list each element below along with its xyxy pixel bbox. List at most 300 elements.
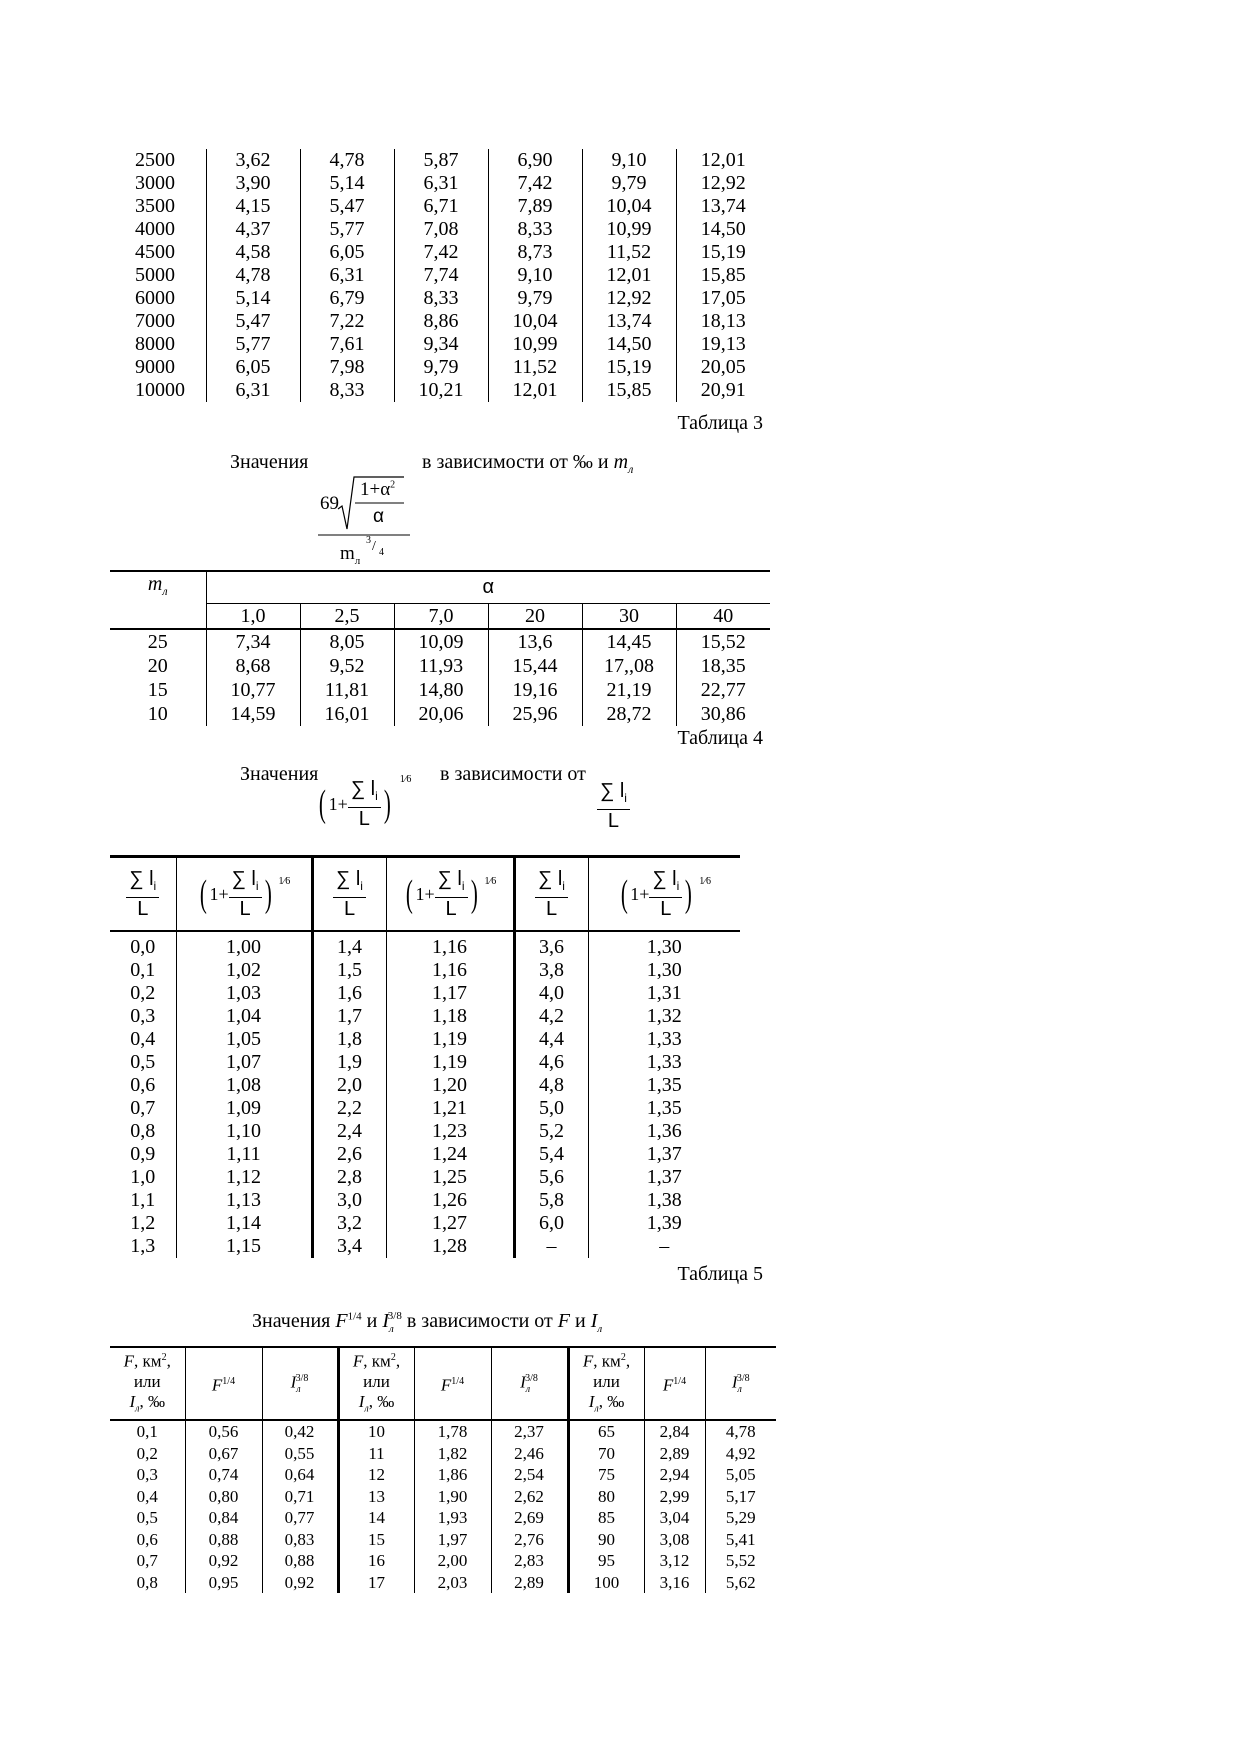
table-cell: 10,77 bbox=[206, 678, 300, 702]
table3-title-suffix bbox=[422, 451, 633, 477]
table-cell: 12,92 bbox=[676, 172, 770, 195]
sum-numerator bbox=[126, 868, 159, 898]
h-I: I bbox=[129, 1391, 136, 1411]
table-cell: 70 bbox=[568, 1443, 644, 1465]
title-sum-frac bbox=[348, 778, 381, 830]
table-cell: 9,79 bbox=[394, 356, 488, 379]
table5-header-row bbox=[110, 1347, 776, 1420]
table-cell: 0,9 bbox=[130, 1143, 156, 1165]
table-cell: 100 bbox=[568, 1572, 644, 1594]
sum-sub: i bbox=[461, 879, 465, 893]
t5-title-I-sup: 3/8 bbox=[387, 1310, 402, 1323]
h-I: I bbox=[358, 1391, 365, 1411]
table-cell: 4,92 bbox=[705, 1443, 776, 1465]
table-cell: 22,77 bbox=[676, 678, 770, 702]
exp-den: 6 bbox=[705, 876, 711, 887]
sum-numerator bbox=[649, 868, 682, 898]
table-cell: 11 bbox=[338, 1443, 414, 1465]
table-cell: 1,02 bbox=[176, 959, 312, 982]
exponent bbox=[485, 870, 497, 893]
table-row bbox=[110, 1464, 776, 1486]
table-cell: 1,16 bbox=[386, 959, 514, 982]
sum-sub: i bbox=[360, 879, 363, 893]
table-cell: 6,79 bbox=[300, 287, 394, 310]
table-row bbox=[110, 1028, 740, 1051]
header-power-expr bbox=[386, 857, 514, 932]
formula-bottom-exp-num: 3 bbox=[366, 535, 371, 546]
table4-title-suffix: в зависимости от bbox=[440, 763, 586, 785]
table3-label: Таблица 3 bbox=[677, 412, 763, 434]
table-cell: 16 bbox=[338, 1550, 414, 1572]
header-line bbox=[570, 1348, 644, 1372]
table-cell: 17,,08 bbox=[582, 654, 676, 678]
table-cell: 2,99 bbox=[644, 1486, 705, 1508]
table-cell: 11,52 bbox=[488, 356, 582, 379]
table-cell: 0,74 bbox=[185, 1464, 262, 1486]
exp-num: 1 bbox=[278, 876, 284, 887]
header-line bbox=[340, 1348, 414, 1372]
table-cell: 2,54 bbox=[491, 1464, 568, 1486]
table-cell: 1,3 bbox=[130, 1235, 156, 1257]
right-paren: ) bbox=[685, 873, 693, 915]
h-I-sub: л bbox=[594, 1403, 599, 1415]
table-cell: 9,79 bbox=[582, 172, 676, 195]
table-cell: 1,37 bbox=[588, 1166, 740, 1189]
table-cell: 0,83 bbox=[262, 1529, 338, 1551]
sum-denominator: L bbox=[239, 898, 251, 920]
left-paren: ( bbox=[199, 873, 207, 915]
table-cell: 5,4 bbox=[514, 1143, 588, 1166]
power-expression bbox=[197, 868, 290, 920]
header-f14 bbox=[185, 1347, 262, 1420]
exp-num: 1 bbox=[699, 876, 705, 887]
t5-title-and2: и bbox=[569, 1310, 591, 1332]
table-cell: 0,67 bbox=[185, 1443, 262, 1465]
h-I38: I bbox=[731, 1372, 738, 1392]
table-cell: 1,00 bbox=[176, 931, 312, 959]
table-cell: 5,0 bbox=[514, 1097, 588, 1120]
formula-bottom bbox=[340, 543, 360, 567]
table-cell: 1,33 bbox=[588, 1051, 740, 1074]
table-row bbox=[110, 982, 740, 1005]
table-cell: 5,47 bbox=[206, 310, 300, 333]
table-cell: 75 bbox=[568, 1464, 644, 1486]
header-line bbox=[570, 1392, 644, 1419]
table3-body bbox=[110, 629, 770, 726]
table-cell: 13,6 bbox=[488, 629, 582, 654]
table5-body bbox=[110, 1420, 776, 1593]
table-cell: 5,29 bbox=[705, 1507, 776, 1529]
h-F: F bbox=[123, 1351, 135, 1371]
paren-group bbox=[403, 868, 480, 920]
table-row bbox=[110, 218, 770, 241]
t5-title-t2: в зависимости от bbox=[401, 1310, 558, 1332]
table-cell: 5,77 bbox=[300, 218, 394, 241]
table-cell: 1,1 bbox=[130, 1189, 156, 1211]
sum-sub: i bbox=[562, 879, 565, 893]
table-cell: 2,89 bbox=[644, 1443, 705, 1465]
table-cell: 6,90 bbox=[488, 149, 582, 172]
table-cell: 0,8 bbox=[130, 1120, 156, 1142]
table-cell: 15,19 bbox=[676, 241, 770, 264]
formula-num-sup: 2 bbox=[390, 479, 396, 491]
formula-coef: 69 bbox=[320, 493, 339, 514]
table-cell: 5,77 bbox=[206, 333, 300, 356]
exp-den: 6 bbox=[285, 876, 291, 887]
table-row bbox=[110, 1005, 740, 1028]
table-cell: 3,62 bbox=[206, 149, 300, 172]
table-cell: 15,52 bbox=[676, 629, 770, 654]
table-cell: 2,76 bbox=[491, 1529, 568, 1551]
sum-text: ∑ l bbox=[652, 868, 677, 890]
table-cell: 0,64 bbox=[262, 1464, 338, 1486]
sum-fraction bbox=[535, 868, 568, 920]
h-I38-sub-wrap bbox=[296, 1384, 300, 1395]
table-row bbox=[110, 1120, 740, 1143]
title-one-plus: 1+ bbox=[328, 793, 348, 814]
h-I38-sub-wrap bbox=[738, 1384, 742, 1395]
h-F: F bbox=[582, 1351, 594, 1371]
table-cell: 2,0 bbox=[312, 1074, 386, 1097]
h-I38: I bbox=[290, 1372, 297, 1392]
h-or: или bbox=[593, 1371, 620, 1391]
h-F-unit-sup: 2 bbox=[390, 1352, 396, 1363]
table-cell: 10,21 bbox=[394, 379, 488, 402]
alpha-value: 30 bbox=[582, 603, 676, 629]
exp-slash: ⁄ bbox=[489, 876, 492, 887]
table-row bbox=[110, 1166, 740, 1189]
h-I38-sup: 3/8 bbox=[736, 1372, 750, 1384]
table-row bbox=[110, 1443, 776, 1465]
table-cell: 0,3 bbox=[136, 1465, 158, 1485]
h-F: F bbox=[352, 1351, 364, 1371]
header-i38 bbox=[491, 1347, 568, 1420]
table-row bbox=[110, 310, 770, 333]
h-I-unit: , ‰ bbox=[368, 1391, 395, 1411]
table-cell: 3,08 bbox=[644, 1529, 705, 1551]
table-cell: 20 bbox=[147, 654, 168, 677]
table-cell: 1,28 bbox=[386, 1235, 514, 1258]
h-I: I bbox=[588, 1391, 595, 1411]
table-cell: 7,61 bbox=[300, 333, 394, 356]
t5-title-and: и bbox=[361, 1310, 383, 1332]
table-cell: 2,03 bbox=[414, 1572, 491, 1594]
table-cell: 1,38 bbox=[588, 1189, 740, 1212]
table-cell: 0,2 bbox=[136, 1443, 158, 1463]
table-cell: 1,86 bbox=[414, 1464, 491, 1486]
table-row bbox=[110, 1420, 776, 1443]
table-cell: 5,14 bbox=[206, 287, 300, 310]
table-cell: 12,01 bbox=[582, 264, 676, 287]
h-I-sub: л bbox=[135, 1403, 140, 1415]
t5-title-I2-sub: л bbox=[597, 1323, 603, 1335]
h-I-unit: , ‰ bbox=[139, 1391, 166, 1411]
table-cell: 1,33 bbox=[588, 1028, 740, 1051]
alpha-value: 7,0 bbox=[394, 603, 488, 629]
table-cell: 1,7 bbox=[312, 1005, 386, 1028]
table-cell: 0,7 bbox=[136, 1551, 158, 1571]
h-I38-sup: 3/8 bbox=[295, 1372, 309, 1384]
table-cell: 1,93 bbox=[414, 1507, 491, 1529]
header-f14 bbox=[414, 1347, 491, 1420]
one-plus: 1+ bbox=[209, 883, 229, 904]
table-row bbox=[110, 379, 770, 402]
table-cell: 1,10 bbox=[176, 1120, 312, 1143]
table-cell: 1,20 bbox=[386, 1074, 514, 1097]
table-row bbox=[110, 149, 770, 172]
power-expression bbox=[618, 868, 711, 920]
right-paren: ) bbox=[470, 873, 478, 915]
t5-title-F2: F bbox=[557, 1310, 570, 1332]
h-F-comma: , bbox=[625, 1351, 631, 1371]
table-cell: 1,04 bbox=[176, 1005, 312, 1028]
table5 bbox=[110, 1346, 776, 1593]
table-cell: 4,8 bbox=[514, 1074, 588, 1097]
h-F-unit: , км bbox=[593, 1351, 621, 1371]
table-cell: 0,92 bbox=[185, 1550, 262, 1572]
table-cell: 4,4 bbox=[514, 1028, 588, 1051]
table-cell: 9,79 bbox=[488, 287, 582, 310]
table-cell: 7,42 bbox=[488, 172, 582, 195]
table-cell: 10 bbox=[147, 702, 168, 725]
h-or: или bbox=[133, 1371, 161, 1391]
table-cell: 0,80 bbox=[185, 1486, 262, 1508]
table-cell: 1,30 bbox=[588, 931, 740, 959]
table-cell: 11,93 bbox=[394, 654, 488, 678]
table-row bbox=[110, 1189, 740, 1212]
table-cell: 17,05 bbox=[676, 287, 770, 310]
h-I38-sup: 3/8 bbox=[525, 1372, 538, 1384]
table-cell: 1,0 bbox=[130, 1166, 156, 1188]
table-cell: 17 bbox=[338, 1572, 414, 1594]
title2-sum-den: L bbox=[607, 810, 620, 832]
t5-title-I: I bbox=[382, 1310, 389, 1332]
table-cell: 9000 bbox=[135, 356, 175, 378]
table-row bbox=[110, 959, 740, 982]
left-paren: ( bbox=[620, 873, 628, 915]
alpha-value: 1,0 bbox=[206, 603, 300, 629]
table-cell: 0,55 bbox=[262, 1443, 338, 1465]
exponent bbox=[279, 870, 291, 893]
table-cell: 14,45 bbox=[582, 629, 676, 654]
table-cell: – bbox=[588, 1235, 740, 1258]
table-cell: 1,25 bbox=[386, 1166, 514, 1189]
title-exp: 1⁄6 bbox=[399, 774, 412, 785]
alpha-value: 40 bbox=[676, 603, 770, 629]
formula-bottom-exp-slash: / bbox=[372, 539, 376, 554]
table-cell: 1,2 bbox=[130, 1212, 156, 1234]
sum-sub: i bbox=[153, 879, 157, 893]
table-row bbox=[110, 333, 770, 356]
header-f-or-i bbox=[568, 1347, 644, 1420]
table-cell: 4000 bbox=[135, 218, 175, 240]
sum-fraction bbox=[649, 868, 682, 920]
exponent bbox=[699, 870, 711, 893]
t5-title-F: F bbox=[335, 1310, 348, 1332]
table-cell: 15 bbox=[147, 678, 168, 701]
exp-slash: ⁄ bbox=[283, 876, 286, 887]
h-F14-sup: 1/4 bbox=[451, 1376, 465, 1388]
table-cell: 6,05 bbox=[206, 356, 300, 379]
table-cell: 10,04 bbox=[488, 310, 582, 333]
table-cell: 0,5 bbox=[136, 1508, 158, 1528]
table-cell: 1,4 bbox=[312, 931, 386, 959]
table-cell: 1,03 bbox=[176, 982, 312, 1005]
table-cell: 5,41 bbox=[705, 1529, 776, 1551]
t5-title-I2: I bbox=[590, 1310, 598, 1332]
sum-denominator: L bbox=[137, 898, 149, 920]
table-cell: 80 bbox=[568, 1486, 644, 1508]
h-F-unit-sup: 2 bbox=[620, 1352, 626, 1363]
table-cell: 2,4 bbox=[312, 1120, 386, 1143]
table-cell: 15,44 bbox=[488, 654, 582, 678]
table-row bbox=[110, 287, 770, 310]
header-power-expr bbox=[176, 857, 312, 932]
table-cell: 0,42 bbox=[262, 1420, 338, 1443]
table-cell: 0,4 bbox=[130, 1028, 156, 1050]
table3-title-prefix: Значения bbox=[230, 451, 309, 473]
table-row bbox=[110, 1507, 776, 1529]
table-cell: 2,6 bbox=[312, 1143, 386, 1166]
table-cell: 2,2 bbox=[312, 1097, 386, 1120]
table-cell: 8,33 bbox=[394, 287, 488, 310]
table-cell: 10,99 bbox=[582, 218, 676, 241]
table-cell: 13,74 bbox=[582, 310, 676, 333]
table-cell: 10000 bbox=[135, 379, 185, 401]
table-cell: 28,72 bbox=[582, 702, 676, 726]
table-cell: 30,86 bbox=[676, 702, 770, 726]
sum-denominator: L bbox=[343, 898, 356, 920]
table-cell: 0,3 bbox=[130, 1005, 156, 1027]
table4-body bbox=[110, 931, 740, 1258]
table-cell: 7,08 bbox=[394, 218, 488, 241]
table-cell: 5,52 bbox=[705, 1550, 776, 1572]
table-cell: 5,2 bbox=[514, 1120, 588, 1143]
table-cell: 2,46 bbox=[491, 1443, 568, 1465]
table-cell: 7,74 bbox=[394, 264, 488, 287]
sum-sub: i bbox=[676, 879, 680, 893]
table-row bbox=[110, 1572, 776, 1594]
table-row bbox=[110, 931, 740, 959]
table-cell: 10,09 bbox=[394, 629, 488, 654]
table-cell: 5,8 bbox=[514, 1189, 588, 1212]
title-sum-den: L bbox=[358, 808, 370, 830]
table4-label: Таблица 4 bbox=[677, 727, 763, 749]
table-cell: 5,6 bbox=[514, 1166, 588, 1189]
table-cell: 5,47 bbox=[300, 195, 394, 218]
table3 bbox=[110, 570, 770, 726]
t5-title-F-sup: 1/4 bbox=[347, 1310, 362, 1323]
power-expression bbox=[403, 868, 496, 920]
table-cell: 2500 bbox=[135, 149, 175, 171]
sum-fraction bbox=[126, 868, 159, 920]
table-cell: 13,74 bbox=[676, 195, 770, 218]
table4 bbox=[110, 855, 740, 1258]
table-cell: 5,05 bbox=[705, 1464, 776, 1486]
table-cell: 10,04 bbox=[582, 195, 676, 218]
table-cell: 9,10 bbox=[582, 149, 676, 172]
sum-fraction bbox=[333, 868, 366, 920]
left-paren: ( bbox=[405, 873, 413, 915]
table-cell: 14,50 bbox=[582, 333, 676, 356]
alpha-value: 2,5 bbox=[300, 603, 394, 629]
table-cell: 6,0 bbox=[514, 1212, 588, 1235]
h-I38-sub: л bbox=[737, 1383, 742, 1395]
table-cell: 8,33 bbox=[300, 379, 394, 402]
table-row bbox=[110, 1074, 740, 1097]
table-cell: 2,84 bbox=[644, 1420, 705, 1443]
one-plus: 1+ bbox=[415, 883, 435, 904]
table-row bbox=[110, 172, 770, 195]
header-line bbox=[110, 1392, 185, 1419]
table4-title bbox=[240, 758, 660, 848]
table-cell: 9,34 bbox=[394, 333, 488, 356]
table-cell: 0,77 bbox=[262, 1507, 338, 1529]
table-cell: 14 bbox=[338, 1507, 414, 1529]
title2-sum-num: ∑ l bbox=[600, 780, 625, 802]
table-cell: 5,17 bbox=[705, 1486, 776, 1508]
table3-header-alpha: α bbox=[206, 571, 770, 603]
table3-alpha-row bbox=[110, 603, 770, 629]
table-row bbox=[110, 1235, 740, 1258]
title-sum-sub: i bbox=[375, 789, 378, 803]
table-cell: 0,6 bbox=[130, 1074, 156, 1096]
table2-continuation bbox=[110, 149, 770, 402]
table-cell: 13 bbox=[338, 1486, 414, 1508]
table-cell: 1,30 bbox=[588, 959, 740, 982]
header-power-expr bbox=[588, 857, 740, 932]
table-cell: 1,18 bbox=[386, 1005, 514, 1028]
sum-fraction bbox=[435, 868, 468, 920]
table-cell: 0,5 bbox=[130, 1051, 156, 1073]
exp-den: 6 bbox=[491, 876, 497, 887]
h-F14-sup: 1/4 bbox=[222, 1376, 236, 1388]
table-cell: 1,26 bbox=[386, 1189, 514, 1212]
h-I-sub: л bbox=[364, 1403, 369, 1415]
table-cell: 1,35 bbox=[588, 1097, 740, 1120]
sum-text: ∑ l bbox=[231, 868, 256, 890]
table-row bbox=[110, 195, 770, 218]
table-cell: 14,80 bbox=[394, 678, 488, 702]
table-cell: 0,6 bbox=[136, 1529, 158, 1549]
table-cell: 15,85 bbox=[582, 379, 676, 402]
table-cell: 4,78 bbox=[300, 149, 394, 172]
table-cell: 15,19 bbox=[582, 356, 676, 379]
table-cell: 1,17 bbox=[386, 982, 514, 1005]
table-cell: 4,15 bbox=[206, 195, 300, 218]
table4-title-formula: ( 1+ $\frac{\sum l_i}{L}$ ) 1⁄6 bbox=[318, 774, 412, 830]
table-cell: 1,11 bbox=[176, 1143, 312, 1166]
exp-slash: ⁄ bbox=[704, 876, 706, 887]
table-row bbox=[110, 1097, 740, 1120]
table-cell: 3,04 bbox=[644, 1507, 705, 1529]
table-cell: 25 bbox=[147, 630, 168, 653]
paren-group bbox=[618, 868, 695, 920]
table-cell: 5,14 bbox=[300, 172, 394, 195]
table-cell: 6,05 bbox=[300, 241, 394, 264]
table-cell: 12,01 bbox=[488, 379, 582, 402]
table-cell: 9,10 bbox=[488, 264, 582, 287]
table-cell: 0,71 bbox=[262, 1486, 338, 1508]
table-cell: 1,90 bbox=[414, 1486, 491, 1508]
header-i38 bbox=[705, 1347, 776, 1420]
table-cell: 4,58 bbox=[206, 241, 300, 264]
table-cell: 3000 bbox=[135, 172, 175, 194]
table-cell: 95 bbox=[568, 1550, 644, 1572]
table-cell: 7,34 bbox=[206, 629, 300, 654]
sum-denominator: L bbox=[545, 898, 558, 920]
table-cell: 1,07 bbox=[176, 1051, 312, 1074]
